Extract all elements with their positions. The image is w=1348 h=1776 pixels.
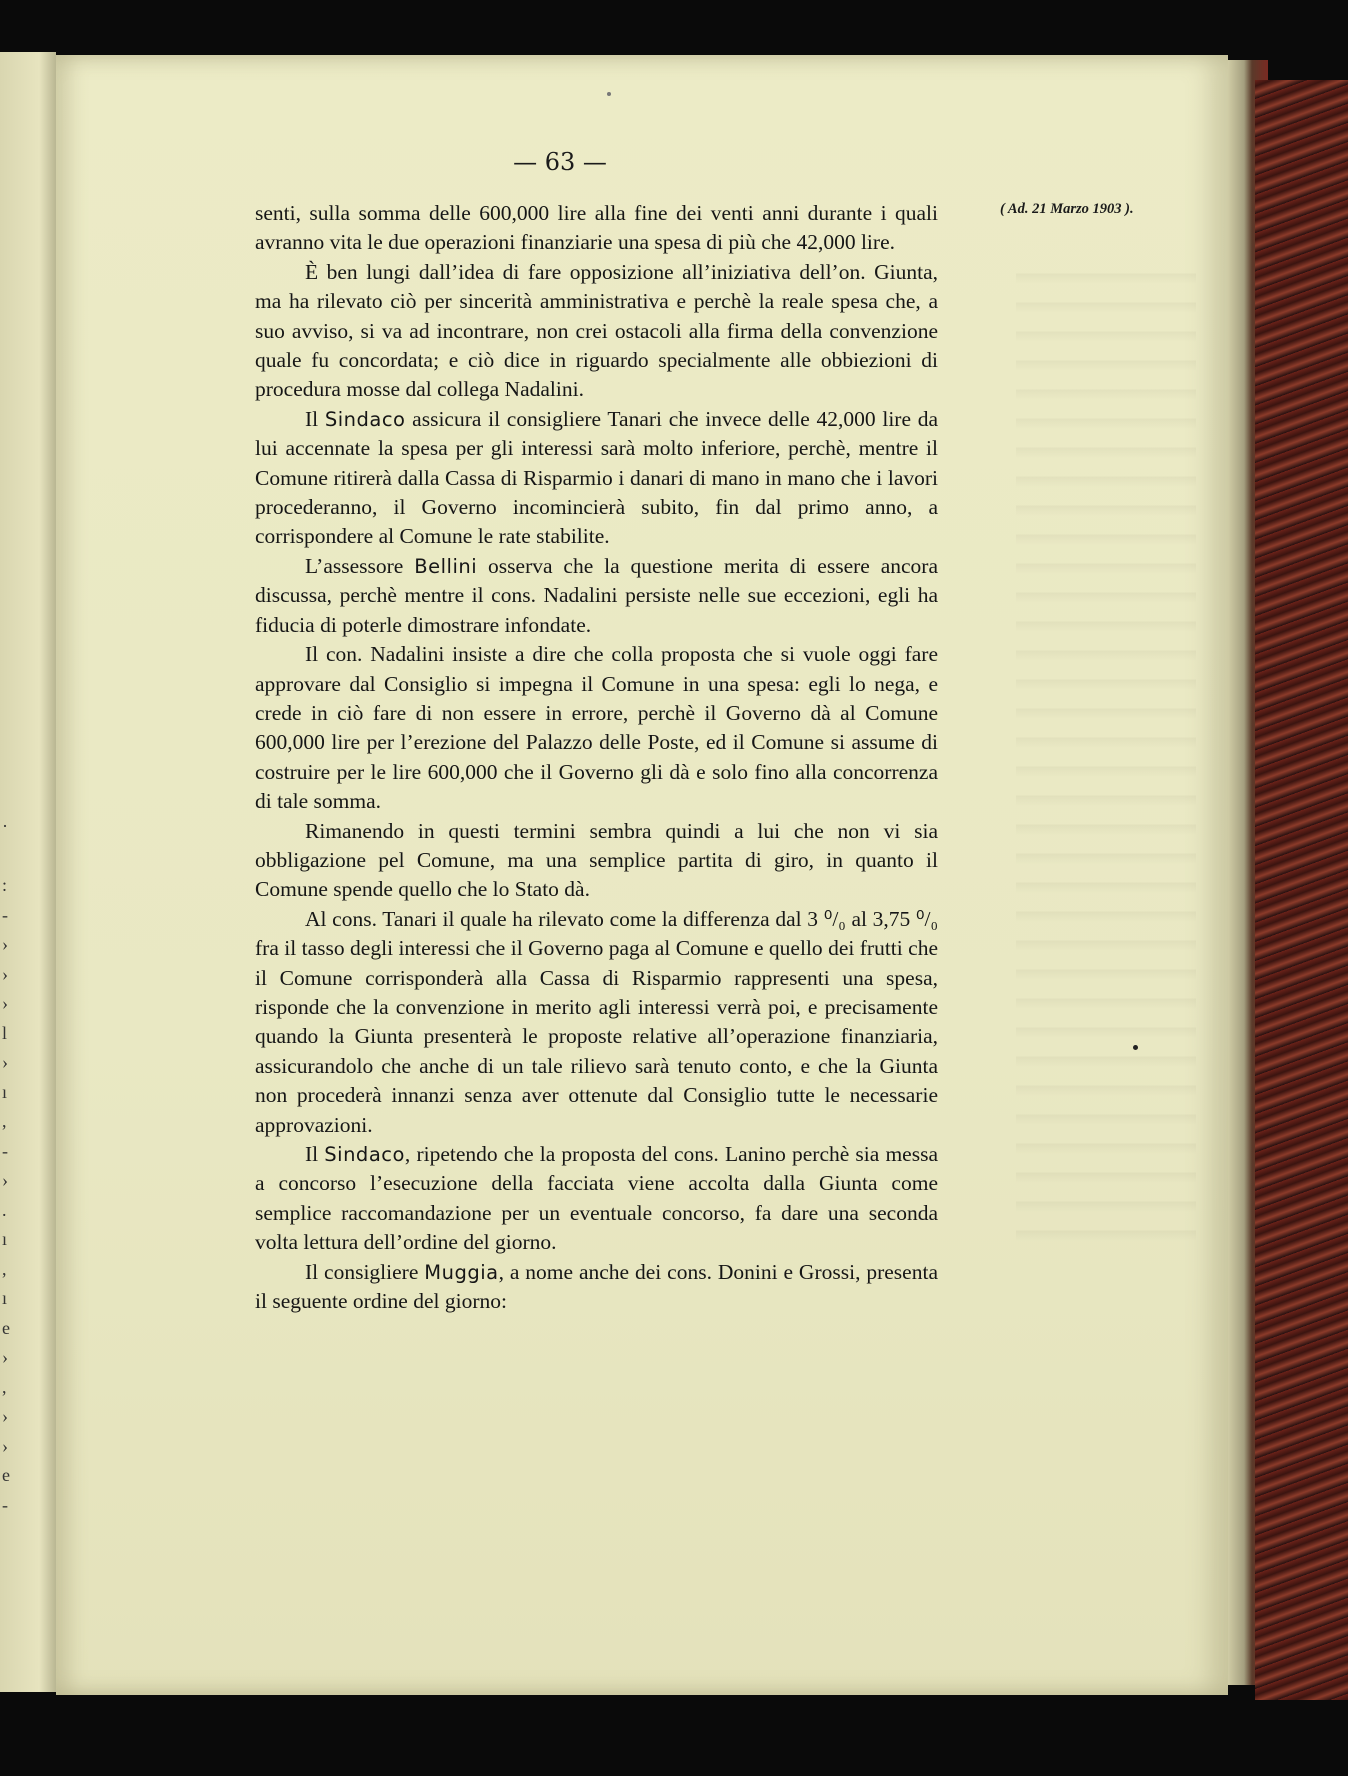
- body-text: [255, 199, 938, 1316]
- left-edge-glyph: ,: [2, 1111, 7, 1131]
- left-edge-glyph: ›: [2, 1406, 8, 1426]
- paragraph: Al cons. Tanari il quale ha rilevato come la differenza dal 3 ⁰/₀ al 3,75 ⁰/₀ fra il tasso degli interessi che il Governo paga al Comune e quello dei frutti che il Comune corrisponderà alla Cassa di Risparmio rappresenti una spesa, risponde che la convenzione in merito agli interessi verrà poi, e precisamente quando la Giunta presenterà le proposte relative all’operazione finanziaria, assicurandolo che anche di un tale rilievo sarà tenuto conto, e che la Giunta non procederà innanzi senza aver ottenute dal Consiglio tutte le necessarie approvazioni.: [255, 906, 938, 1137]
- paragraph: L’assessore Bellini osserva che la questione merita di essere ancora discussa, perchè mentre il cons. Nadalini persiste nelle sue eccezioni, egli ha fiducia di poterle dimostrare infondate.: [255, 553, 938, 637]
- left-edge-glyph: ›: [2, 1052, 8, 1072]
- speck: [1133, 1045, 1138, 1050]
- page-number: — 63 —: [513, 148, 607, 176]
- left-edge-glyph: -: [2, 904, 8, 925]
- left-page-edge: [0, 52, 56, 1692]
- left-edge-glyph: ›: [2, 963, 8, 984]
- left-edge-glyph: ›: [2, 1435, 8, 1456]
- left-edge-glyph: .: [2, 1199, 7, 1220]
- left-edge-glyph: ›: [2, 1347, 8, 1367]
- left-page-glyphs: [2, 812, 22, 1520]
- margin-date-note: ( Ad. 21 Marzo 1903 ).: [1000, 201, 1134, 217]
- left-edge-glyph: ,: [2, 1376, 7, 1397]
- left-edge-glyph: ›: [2, 934, 8, 954]
- left-edge-glyph: e: [2, 1465, 10, 1485]
- show-through-text: [1016, 255, 1196, 1255]
- left-edge-glyph: ı: [2, 1288, 8, 1308]
- left-edge-glyph: ›: [2, 1170, 8, 1190]
- book-cover-edge: [1255, 80, 1348, 1700]
- left-edge-glyph: [2, 842, 22, 872]
- speck: [607, 92, 611, 96]
- speaker-name: Sindaco: [324, 407, 406, 431]
- left-edge-glyph: ›: [2, 993, 8, 1013]
- left-edge-glyph: ı: [2, 1081, 8, 1102]
- paragraph: Rimanendo in questi termini sembra quindi a lui che non vi sia obbligazione pel Comune, ma una semplice partita di giro, in quanto il Comune spende quello che lo Stato dà.: [255, 818, 938, 902]
- left-edge-glyph: -: [2, 1494, 8, 1515]
- left-edge-glyph: -: [2, 1140, 8, 1161]
- paragraph: Il Sindaco assicura il consigliere Tanari che invece delle 42,000 lire da lui accennate la spesa per gli interessi sarà molto inferiore, perchè, mentre il Comune ritirerà dalla Cassa di Risparmio i danari di mano in mano che i lavori procederanno, il Governo incomincierà subito, fin dal primo anno, a corrispondere al Comune le rate stabilite.: [255, 406, 939, 549]
- speaker-name: Sindaco: [324, 1143, 405, 1166]
- left-edge-glyph: ·: [2, 816, 8, 836]
- paragraph: Il con. Nadalini insiste a dire che colla proposta che si vuole oggi fare approvare dal Consiglio si impegna il Comune in una spesa: egli lo nega, e crede in ciò fare di non essere in errore, perchè il Governo dà al Comune 600,000 lire per l’erezione del Palazzo delle Poste, ed il Comune si assume di costruire per le lire 600,000 che il Governo gli dà e solo fino alla concorrenza di tale somma.: [255, 642, 938, 814]
- paragraph: Il consigliere Muggia, a nome anche dei cons. Donini e Grossi, presenta il seguente ordine del giorno:: [255, 1259, 938, 1314]
- left-edge-glyph: e: [2, 1317, 10, 1338]
- left-edge-glyph: :: [2, 875, 8, 895]
- paragraph: Il Sindaco, ripetendo che la proposta del cons. Lanino perchè sia messa a concorso l’esecuzione della facciata viene accolta dalla Giunta come semplice raccomandazione per un eventuale concorso, fa dare una seconda volta lettura dell’ordine del giorno.: [255, 1142, 938, 1255]
- speaker-name: Muggia: [424, 1260, 499, 1284]
- left-edge-glyph: l: [2, 1022, 8, 1043]
- speaker-name: Bellini: [414, 554, 478, 578]
- paragraph: È ben lungi dall’idea di fare opposizione all’iniziativa dell’on. Giunta, ma ha rilevato ciò per sincerità amministrativa e perchè la reale spesa che, a suo avviso, si va ad incontrare, non crei ostacoli alla firma della convenzione quale fu concordata; e ciò dice in riguardo specialmente alle obbiezioni di procedura mosse dal collega Nadalini.: [255, 259, 938, 402]
- left-edge-glyph: ,: [2, 1258, 7, 1279]
- paragraph: senti, sulla somma delle 600,000 lire alla fine dei venti anni durante i quali avranno vita le due operazioni finanziarie una spesa di più che 42,000 lire.: [255, 201, 938, 255]
- left-edge-glyph: ı: [2, 1229, 8, 1249]
